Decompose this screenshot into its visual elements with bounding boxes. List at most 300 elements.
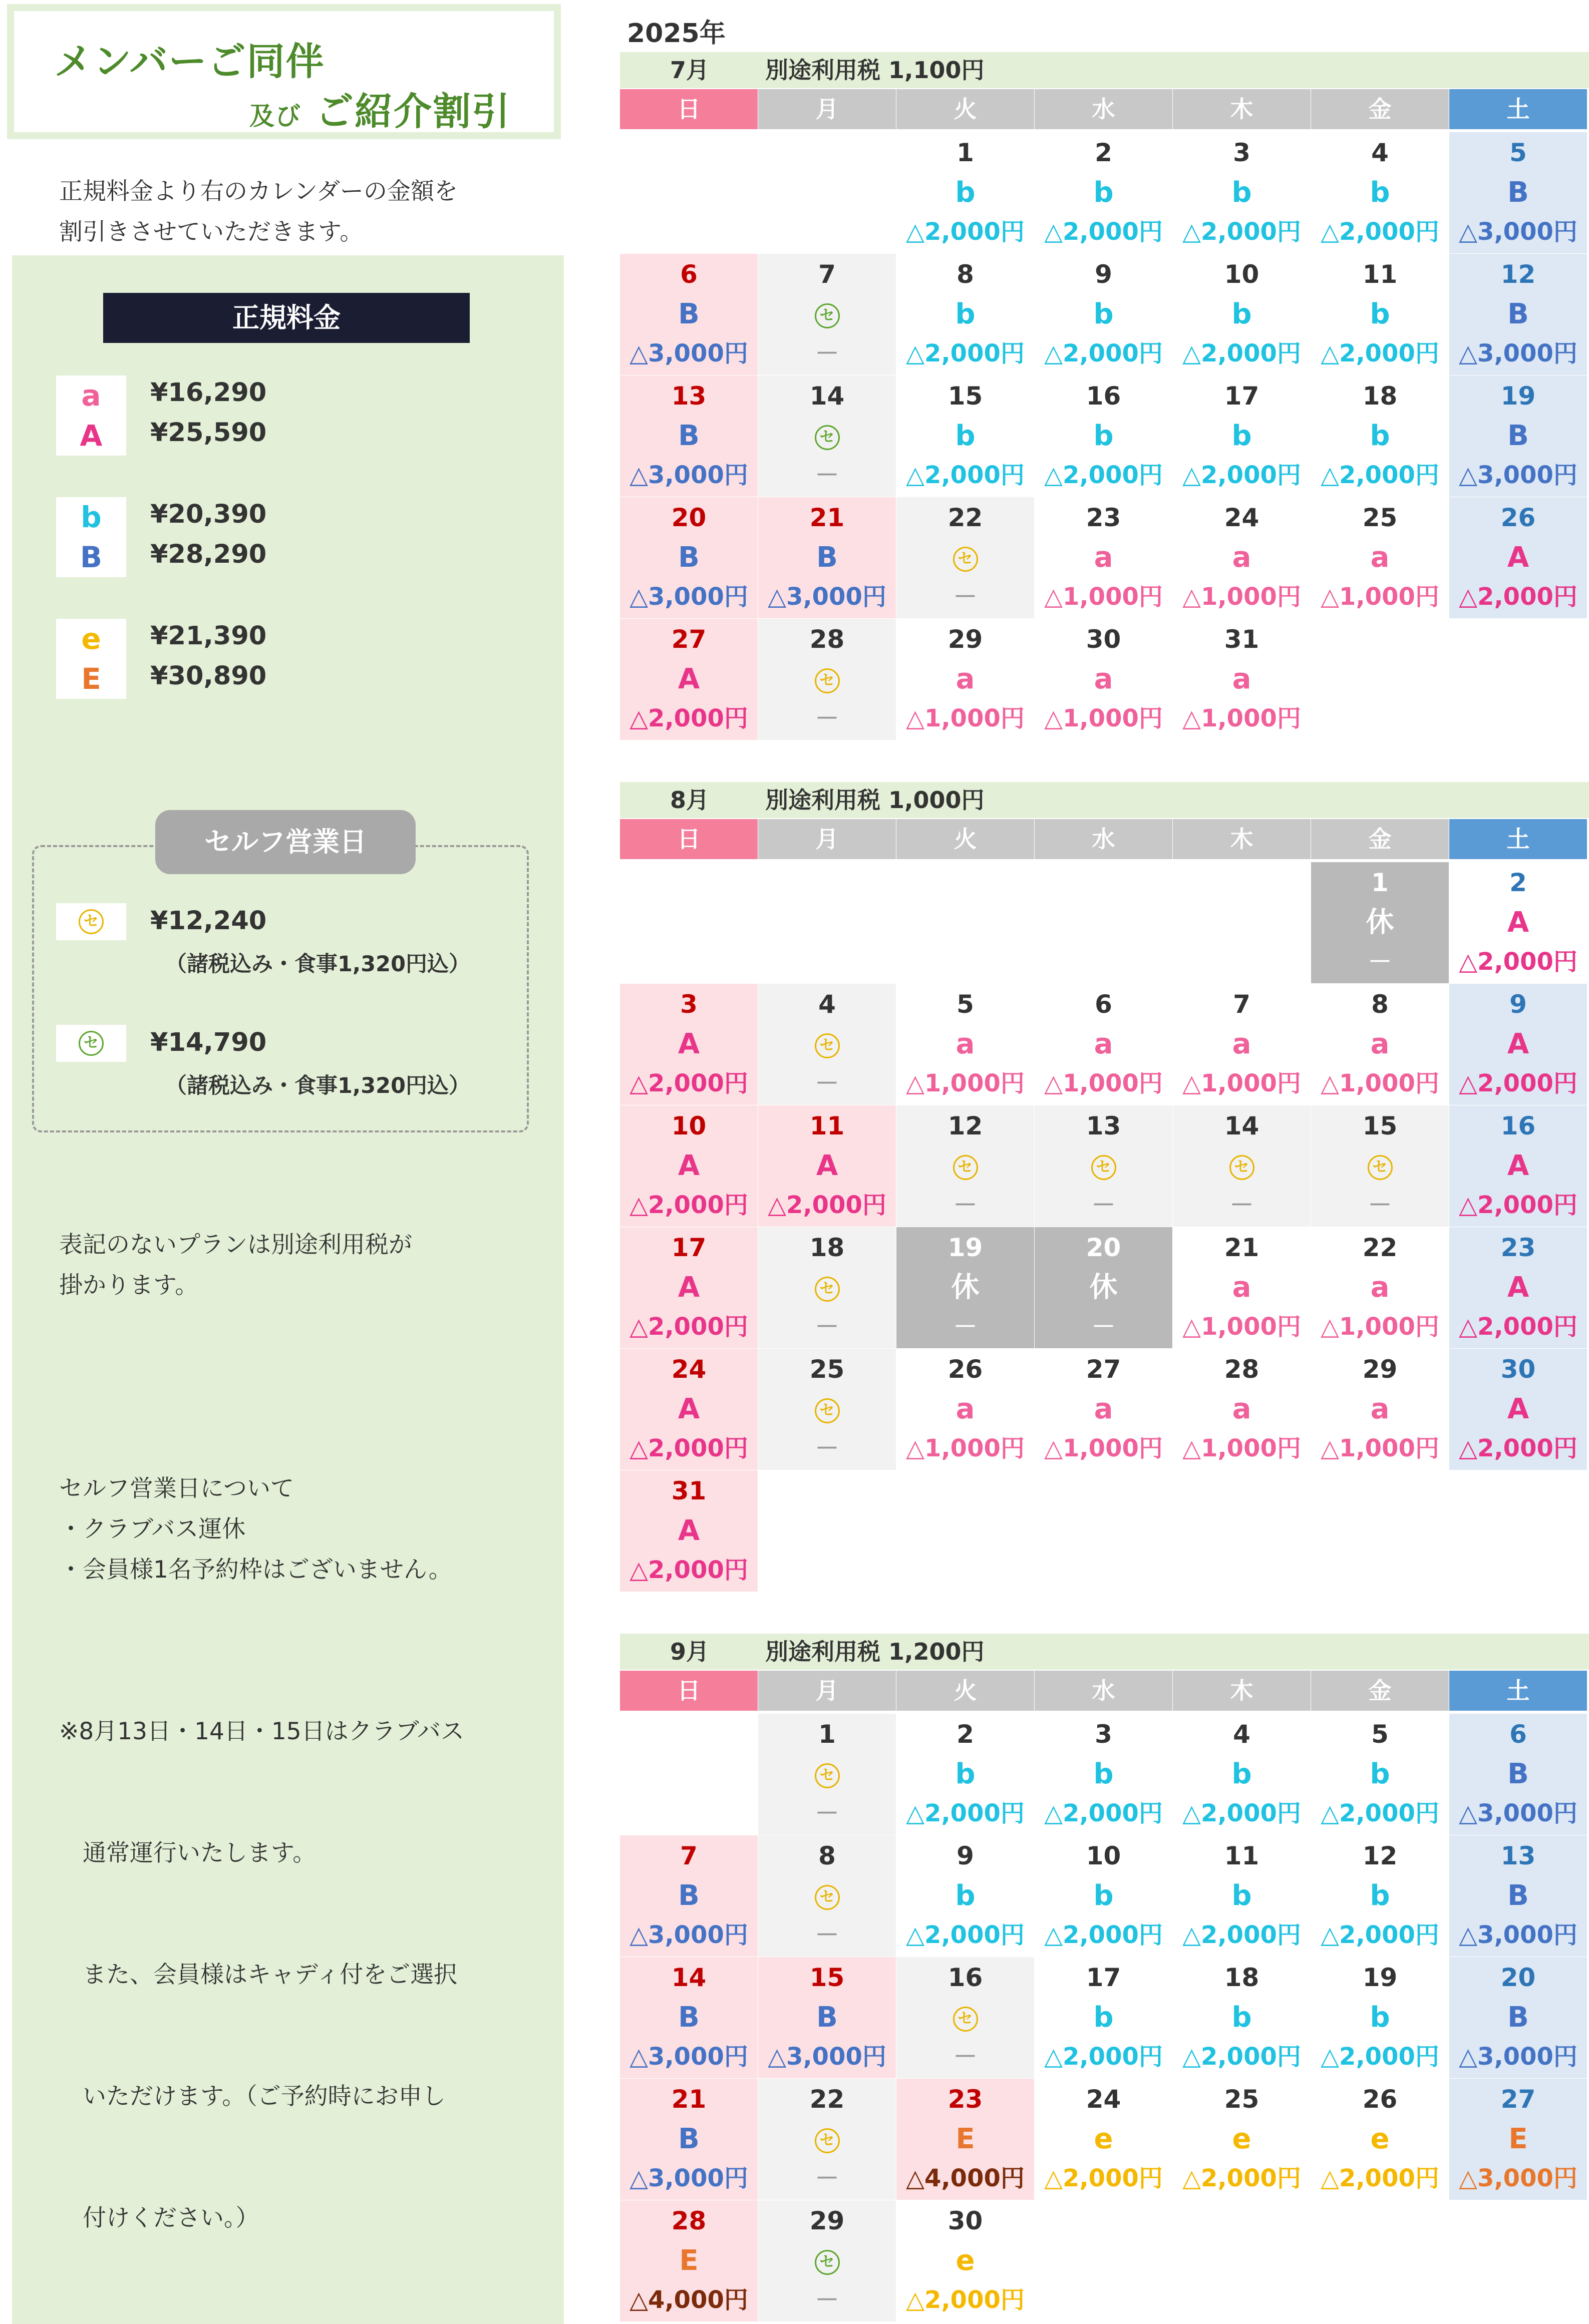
calendar-day-cell — [1035, 1349, 1172, 1470]
calendar-day-cell — [896, 984, 1034, 1105]
plan-code: A — [678, 663, 700, 695]
calendar-day-cell — [1311, 375, 1449, 497]
day-number: 12 — [1500, 260, 1536, 289]
day-number: 7 — [1233, 990, 1250, 1019]
month-tax: 別途利用税 1,000円 — [765, 787, 985, 814]
day-number: 8 — [1371, 990, 1389, 1019]
calendar-day-cell — [1173, 619, 1311, 740]
discount-price: － — [1091, 1313, 1116, 1341]
day-number: 28 — [809, 625, 845, 654]
tax-note — [59, 1225, 412, 1306]
discount-price: △2,000円 — [1044, 1921, 1163, 1949]
self-day-mark — [758, 1270, 896, 1305]
day-number: 22 — [1362, 1233, 1398, 1262]
calendar-day-cell — [1035, 1835, 1172, 1957]
plan-price: ¥28,290 — [150, 540, 267, 569]
calendar-day-cell — [620, 1227, 758, 1348]
day-number: 11 — [809, 1111, 845, 1140]
tax-note-line: 掛かります。 — [59, 1272, 199, 1299]
day-number: 22 — [947, 503, 983, 532]
calendar-day-cell — [1311, 1227, 1449, 1348]
day-number: 6 — [680, 260, 698, 289]
self-day-mark — [758, 1392, 896, 1427]
weekday-header: 土 — [1449, 89, 1587, 129]
month-tax: 別途利用税 1,100円 — [765, 57, 985, 84]
plan-code: 休 — [1089, 1271, 1118, 1304]
day-number: 14 — [671, 1963, 707, 1992]
calendar-day-cell — [1449, 375, 1587, 497]
day-number: 19 — [947, 1233, 983, 1262]
self-day-mark — [1035, 1148, 1172, 1184]
calendar-day-cell — [620, 619, 758, 740]
day-number: 3 — [1095, 1720, 1112, 1749]
self-mark-icon: セ — [815, 1033, 840, 1058]
calendar-day-cell — [1035, 1105, 1172, 1227]
discount-price: △2,000円 — [1321, 1921, 1439, 1949]
discount-price: △3,000円 — [1459, 2164, 1577, 2192]
self-day-mark — [1311, 1148, 1449, 1184]
calendar-day-cell — [896, 1835, 1034, 1957]
self-mark-icon: セ — [953, 1155, 978, 1180]
weekday-header: 土 — [1449, 1671, 1587, 1711]
plan-code: a — [1094, 541, 1113, 574]
calendar-day-cell — [1311, 1835, 1449, 1957]
weekday-header: 火 — [896, 89, 1034, 129]
discount-price: △2,000円 — [906, 339, 1025, 367]
discount-price: － — [815, 1921, 839, 1949]
day-number: 21 — [671, 2085, 707, 2114]
day-number: 15 — [947, 381, 983, 411]
discount-price: △2,000円 — [629, 1313, 748, 1341]
discount-price: △2,000円 — [906, 2286, 1025, 2314]
calendar-day-cell — [1173, 2079, 1311, 2200]
calendar-day-cell — [1035, 1957, 1172, 2078]
plan-code: b — [955, 420, 976, 452]
calendar-day-cell — [896, 1714, 1034, 1835]
day-number: 8 — [818, 1841, 836, 1870]
calendar-day-cell — [896, 2200, 1034, 2321]
discount-price: △2,000円 — [1321, 1799, 1439, 1827]
day-number: 5 — [1509, 138, 1527, 167]
calendar-day-cell — [1311, 1105, 1449, 1227]
day-number: 18 — [1224, 1963, 1259, 1992]
plan-code: A — [1507, 1149, 1529, 1182]
calendar-day-cell — [758, 1227, 896, 1348]
self-price-note: （諸税込み・食事1,320円込） — [165, 1073, 471, 1098]
calendar-day-cell — [1173, 984, 1311, 1105]
plan-code: B — [678, 298, 700, 330]
weekday-header: 月 — [758, 89, 896, 129]
self-mark-icon: セ — [1091, 1155, 1116, 1180]
self-day-mark — [758, 662, 896, 697]
calendar-day-cell — [1173, 497, 1311, 618]
discount-price: △1,000円 — [1182, 1069, 1301, 1097]
calendar-day-cell — [1311, 132, 1449, 253]
title-small: 及び — [249, 102, 301, 131]
plan-code: A — [1507, 1271, 1529, 1304]
day-number: 14 — [1224, 1111, 1259, 1140]
self-mark-icon: セ — [815, 668, 840, 693]
discount-price: △2,000円 — [629, 1069, 748, 1097]
calendar-day-cell — [896, 132, 1034, 253]
month-tax: 別途利用税 1,200円 — [765, 1638, 985, 1665]
bus-note-line: 通常運行いたします。 — [59, 1839, 316, 1867]
weekday-header: 木 — [1173, 819, 1311, 859]
day-number: 26 — [1500, 503, 1536, 532]
day-number: 31 — [1224, 625, 1259, 654]
plan-code: A — [1507, 906, 1529, 939]
discount-price: － — [1368, 1191, 1392, 1219]
self-day-mark — [758, 297, 896, 332]
day-number: 4 — [818, 990, 836, 1019]
weekday-header: 日 — [620, 1671, 758, 1711]
plan-code: b — [955, 1758, 976, 1790]
plan-code: E — [956, 2123, 975, 2155]
calendar-day-cell — [1035, 497, 1172, 618]
discount-price: － — [815, 2286, 839, 2314]
plan-code: a — [956, 1393, 975, 1425]
plan-code: A — [678, 1271, 700, 1304]
discount-price: － — [815, 2164, 839, 2192]
discount-price: △3,000円 — [1459, 1799, 1577, 1827]
calendar-day-cell — [896, 497, 1034, 618]
discount-price: △1,000円 — [906, 1069, 1025, 1097]
discount-price: △3,000円 — [1459, 461, 1577, 489]
plan-code: e — [1232, 2123, 1251, 2155]
day-number: 10 — [1086, 1841, 1121, 1870]
self-day-mark — [758, 2122, 896, 2157]
calendar-day-cell — [1449, 984, 1587, 1105]
plan-code: B — [1507, 298, 1529, 330]
plan-code: a — [1370, 1028, 1390, 1060]
discount-price: △2,000円 — [1044, 218, 1163, 246]
plan-code: a — [1370, 541, 1390, 574]
discount-price: △3,000円 — [629, 583, 748, 611]
discount-price: △3,000円 — [629, 461, 748, 489]
calendar-day-cell — [1173, 1349, 1311, 1470]
discount-price: △2,000円 — [1044, 2043, 1163, 2071]
discount-price: △2,000円 — [1459, 1434, 1577, 1462]
discount-price: △1,000円 — [1182, 1313, 1301, 1341]
calendar-day-cell — [1035, 619, 1172, 740]
calendar-day-cell — [896, 254, 1034, 375]
day-number: 13 — [671, 381, 707, 411]
bus-note-line: 付けください。） — [59, 2204, 259, 2232]
discount-price: △2,000円 — [1044, 461, 1163, 489]
discount-price: △2,000円 — [1321, 2164, 1439, 2192]
month-label: 7月 — [670, 57, 710, 84]
month-bar — [620, 52, 1589, 88]
discount-price: － — [815, 339, 839, 367]
self-day-header: セルフ営業日 — [155, 810, 416, 874]
calendar-day-cell — [1173, 132, 1311, 253]
discount-price: △2,000円 — [1321, 339, 1439, 367]
calendar-day-cell — [1311, 1714, 1449, 1835]
plan-code: e — [56, 619, 126, 659]
calendar-day-cell — [1173, 1105, 1311, 1227]
discount-price: △2,000円 — [1182, 339, 1301, 367]
day-number: 1 — [818, 1720, 836, 1749]
day-number: 24 — [1224, 503, 1259, 532]
discount-price: △1,000円 — [1044, 704, 1163, 732]
calendar-day-cell — [896, 1957, 1034, 2078]
plan-code: a — [1232, 663, 1251, 695]
day-number: 1 — [1371, 868, 1389, 897]
self-mark-icon: セ — [815, 303, 840, 328]
discount-price: △2,000円 — [768, 1191, 886, 1219]
plan-code: a — [56, 375, 126, 416]
month-bar — [620, 1634, 1589, 1670]
discount-price: △1,000円 — [1182, 583, 1301, 611]
calendar-day-cell — [1311, 862, 1449, 983]
calendar-day-cell — [896, 1105, 1034, 1227]
discount-price: △2,000円 — [629, 1434, 748, 1462]
calendar-day-cell — [758, 619, 896, 740]
day-number: 10 — [671, 1111, 707, 1140]
discount-price: △2,000円 — [1182, 461, 1301, 489]
discount-price: △2,000円 — [1459, 1313, 1577, 1341]
self-day-mark — [758, 1878, 896, 1913]
self-day-mark — [758, 419, 896, 454]
plan-code: A — [678, 1028, 700, 1060]
discount-price: － — [815, 1313, 839, 1341]
plan-price: ¥20,390 — [150, 500, 267, 529]
plan-code: B — [678, 541, 700, 574]
day-number: 3 — [1233, 138, 1250, 167]
discount-price: △3,000円 — [629, 1921, 748, 1949]
self-day-mark — [758, 1027, 896, 1062]
weekday-header: 月 — [758, 819, 896, 859]
discount-price: △2,000円 — [1044, 339, 1163, 367]
day-number: 18 — [1362, 381, 1398, 411]
plan-code: b — [1370, 2001, 1390, 2034]
plan-code: b — [955, 298, 976, 330]
discount-price: △3,000円 — [768, 583, 886, 611]
self-mark-icon: セ — [815, 2250, 840, 2275]
plan-code: A — [678, 1514, 700, 1547]
day-number: 22 — [809, 2085, 845, 2114]
day-number: 4 — [1371, 138, 1389, 167]
day-number: 18 — [809, 1233, 845, 1262]
day-number: 27 — [1086, 1355, 1121, 1384]
day-number: 11 — [1224, 1841, 1259, 1870]
calendar-day-cell — [1173, 375, 1311, 497]
self-day-mark — [896, 540, 1034, 575]
discount-price: △2,000円 — [1321, 2043, 1439, 2071]
bus-note-line: ※8月13日・14日・15日はクラブバス — [59, 1718, 464, 1745]
day-number: 7 — [818, 260, 836, 289]
discount-price: △2,000円 — [1459, 1069, 1577, 1097]
plan-price: ¥21,390 — [150, 621, 267, 651]
self-price-note: （諸税込み・食事1,320円込） — [165, 952, 471, 977]
self-mark-icon: セ — [1229, 1155, 1254, 1180]
discount-price: △3,000円 — [629, 2164, 748, 2192]
calendar-day-cell — [1449, 2079, 1587, 2200]
plan-code: B — [1507, 176, 1529, 209]
day-number: 30 — [1500, 1355, 1536, 1384]
day-number: 5 — [957, 990, 974, 1019]
day-number: 19 — [1362, 1963, 1398, 1992]
self-mark-icon: セ — [815, 1398, 840, 1423]
discount-price: △2,000円 — [1182, 2164, 1301, 2192]
bus-note-line: また、会員様はキャディ付をご選択 — [59, 1961, 458, 1989]
plan-code: e — [1370, 2123, 1390, 2155]
calendar-day-cell — [1449, 862, 1587, 983]
calendar-day-cell — [758, 1105, 896, 1227]
calendar-day-cell — [758, 1714, 896, 1835]
calendar-year: 2025年 — [627, 19, 726, 49]
plan-code: a — [1232, 1028, 1251, 1060]
plan-code: B — [1507, 1879, 1529, 1912]
self-day-mark — [758, 1757, 896, 1792]
day-number: 12 — [1362, 1841, 1398, 1870]
plan-code: A — [1507, 541, 1529, 574]
self-mark-icon: セ — [79, 909, 104, 934]
discount-price: △2,000円 — [1182, 218, 1301, 246]
calendar-day-cell — [1311, 1957, 1449, 2078]
self-day-note-line: セルフ営業日について — [59, 1475, 294, 1502]
intro-line: 正規料金より右のカレンダーの金額を — [59, 178, 458, 205]
self-mark-box — [56, 903, 126, 940]
day-number: 16 — [1500, 1111, 1536, 1140]
day-number: 13 — [1500, 1841, 1536, 1870]
calendar-day-cell — [1449, 132, 1587, 253]
discount-price: － — [815, 704, 839, 732]
title-line-1: メンバーご同伴 — [54, 39, 325, 84]
day-number: 21 — [809, 503, 845, 532]
plan-code: a — [956, 663, 975, 695]
day-number: 21 — [1224, 1233, 1259, 1262]
plan-code: B — [678, 420, 700, 452]
plan-code: A — [816, 1149, 838, 1182]
plan-code: A — [1507, 1393, 1529, 1425]
title-main: ご紹介割引 — [315, 89, 511, 134]
calendar-day-cell — [620, 254, 758, 375]
weekday-header: 土 — [1449, 819, 1587, 859]
calendar-day-cell — [758, 1957, 896, 2078]
plan-code: b — [1231, 298, 1252, 330]
discount-price: △2,000円 — [1459, 1191, 1577, 1219]
self-day-note-line: ・クラブバス運休 — [59, 1515, 246, 1543]
weekday-header: 金 — [1311, 89, 1449, 129]
day-number: 13 — [1086, 1111, 1121, 1140]
discount-price: △1,000円 — [1182, 1434, 1301, 1462]
calendar-day-cell — [758, 375, 896, 497]
calendar-day-cell — [1449, 497, 1587, 618]
intro-line: 割引きさせていただきます。 — [59, 218, 364, 246]
plan-code: E — [1508, 2123, 1528, 2155]
self-mark-icon: セ — [79, 1031, 104, 1056]
calendar-day-cell — [1311, 984, 1449, 1105]
plan-code: b — [1370, 1879, 1390, 1912]
day-number: 6 — [1509, 1720, 1527, 1749]
day-number: 23 — [1086, 503, 1121, 532]
plan-code: a — [1232, 1271, 1251, 1304]
plan-code: a — [1232, 1393, 1251, 1425]
day-number: 14 — [809, 381, 845, 411]
discount-price: △1,000円 — [1321, 1313, 1439, 1341]
plan-code: b — [1231, 1758, 1252, 1790]
discount-price: △4,000円 — [629, 2286, 748, 2314]
plan-code: A — [56, 416, 126, 456]
calendar-day-cell — [1035, 254, 1172, 375]
day-number: 24 — [671, 1355, 707, 1384]
calendar-day-cell — [896, 375, 1034, 497]
day-number: 26 — [1362, 2085, 1398, 2114]
discount-price: △2,000円 — [629, 1556, 748, 1584]
day-number: 4 — [1233, 1720, 1250, 1749]
self-mark-icon: セ — [953, 2007, 978, 2032]
day-number: 31 — [671, 1476, 707, 1505]
discount-price: △2,000円 — [906, 1921, 1025, 1949]
calendar-day-cell — [1173, 1227, 1311, 1348]
day-number: 2 — [1509, 868, 1527, 897]
plan-code: a — [1370, 1393, 1390, 1425]
plan-price: ¥25,590 — [150, 418, 267, 448]
day-number: 9 — [957, 1841, 974, 1870]
calendar-day-cell — [758, 1349, 896, 1470]
calendar-day-cell — [620, 1349, 758, 1470]
plan-code: B — [56, 537, 126, 577]
discount-price: △2,000円 — [1321, 461, 1439, 489]
regular-price-header: 正規料金 — [103, 293, 470, 343]
title-banner — [7, 4, 561, 139]
day-number: 29 — [809, 2206, 845, 2235]
weekday-header: 金 — [1311, 819, 1449, 859]
self-mark-icon: セ — [815, 425, 840, 450]
calendar-day-cell — [758, 2200, 896, 2321]
discount-price: － — [953, 1191, 978, 1219]
discount-price: － — [815, 1799, 839, 1827]
plan-code: B — [1507, 1758, 1529, 1790]
discount-price: － — [815, 1434, 839, 1462]
day-number: 5 — [1371, 1720, 1389, 1749]
self-day-note — [59, 1468, 452, 1590]
day-number: 15 — [809, 1963, 845, 1992]
plan-price: ¥16,290 — [150, 378, 267, 408]
discount-price: △2,000円 — [1459, 948, 1577, 976]
day-number: 25 — [1362, 503, 1398, 532]
day-number: 15 — [1362, 1111, 1398, 1140]
weekday-header: 水 — [1035, 819, 1172, 859]
calendar-day-cell — [758, 984, 896, 1105]
discount-price: － — [953, 2043, 978, 2071]
calendar-day-cell — [896, 2079, 1034, 2200]
calendar-day-cell — [896, 1227, 1034, 1348]
plan-code: A — [678, 1149, 700, 1182]
self-mark-icon: セ — [1368, 1155, 1393, 1180]
day-number: 29 — [1362, 1355, 1398, 1384]
plan-code: A — [1507, 1028, 1529, 1060]
calendar-day-cell — [758, 2079, 896, 2200]
plan-code: b — [1231, 1879, 1252, 1912]
day-number: 26 — [947, 1355, 983, 1384]
calendar-day-cell — [1173, 254, 1311, 375]
discount-price: △2,000円 — [1321, 218, 1439, 246]
calendar-day-cell — [620, 1470, 758, 1592]
plan-code: b — [1093, 420, 1114, 452]
discount-price: △3,000円 — [629, 2043, 748, 2071]
day-number: 17 — [1086, 1963, 1121, 1992]
plan-price: ¥30,890 — [150, 661, 267, 691]
self-mark-icon: セ — [815, 1763, 840, 1788]
day-number: 6 — [1095, 990, 1112, 1019]
plan-code: e — [956, 2244, 975, 2277]
month-bar — [620, 782, 1589, 818]
self-day-mark — [758, 2243, 896, 2278]
plan-code: b — [1093, 2001, 1114, 2034]
calendar-day-cell — [1311, 254, 1449, 375]
